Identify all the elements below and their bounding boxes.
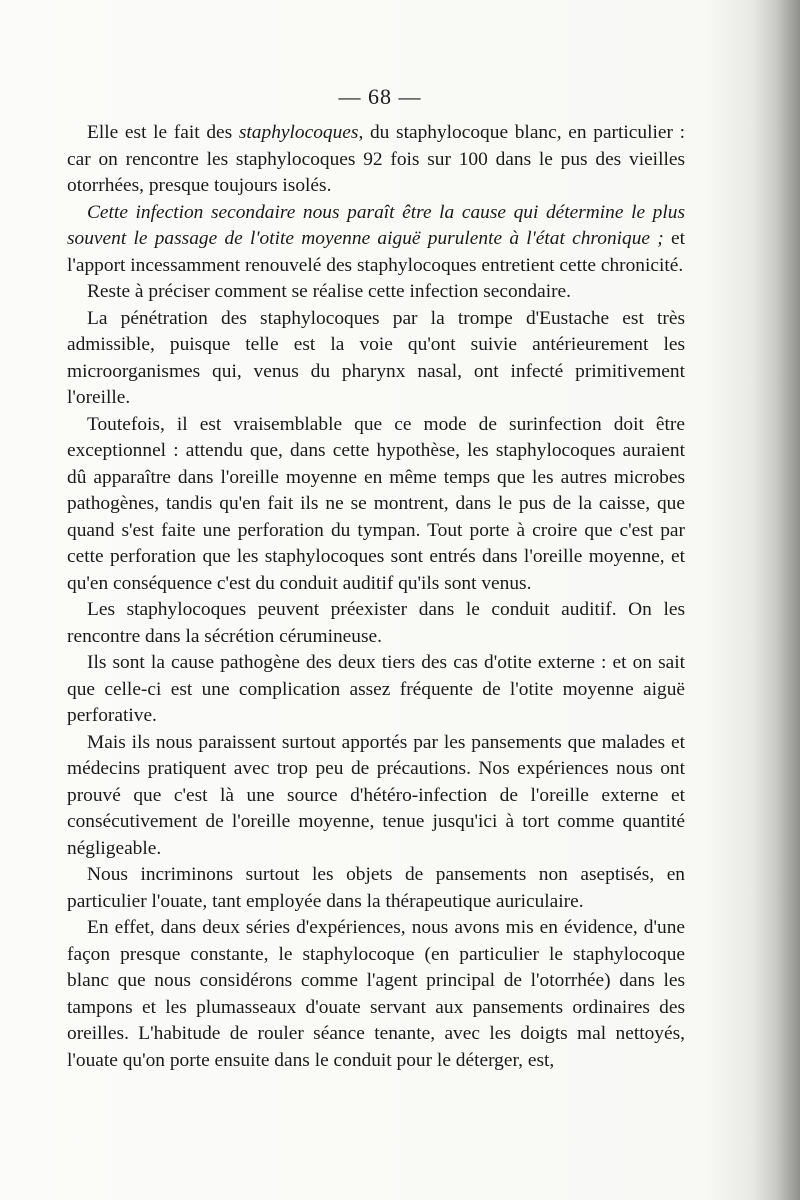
text-segment: Ils sont la cause pathogène des deux tiers des cas d'otite externe : et on sait que celle-ci est une complication assez fréquente de l'otite moyenne aiguë perforative. (67, 652, 685, 726)
text-segment: Reste à préciser comment se réalise cette infection secondaire. (87, 281, 571, 302)
paragraph (67, 650, 685, 730)
italic-text-segment: Cette infection secondaire nous paraît être la cause qui détermine le plus souvent le passage de l'otite moyenne aiguë purulente à l'état chronique ; (67, 201, 685, 249)
text-segment: En effet, dans deux séries d'expériences, nous avons mis en évidence, d'une façon presque constante, le staphylocoque (en particulier le staphylocoque blanc que nous considérons comme l'agent principal de l'otorrhée) dans les tampons et les plumasseaux d'ouate servant aux pansements ordinaires des oreilles. L'habitude de rouler séance tenante, avec les doigts mal nettoyés, l'ouate qu'on porte ensuite dans le conduit pour le déterger, est, (67, 917, 685, 1071)
paragraph (67, 915, 685, 1074)
paragraph (67, 200, 685, 280)
paragraph (67, 597, 685, 650)
paragraph (67, 279, 685, 306)
paragraph (67, 730, 685, 863)
text-segment: Nous incriminons surtout les objets de pansements non aseptisés, en particulier l'ouate, tant employée dans la thérapeutique auriculaire. (67, 864, 685, 912)
text-segment: Les staphylocoques peuvent préexister dans le conduit auditif. On les rencontre dans la sécrétion cérumineuse. (67, 599, 685, 647)
paragraph (67, 412, 685, 598)
text-segment: La pénétration des staphylocoques par la trompe d'Eustache est très admissible, puisque telle est la voie qu'ont suivie antérieurement les microorganismes qui, venus du pharynx nasal, ont infecté primitivement l'oreille. (67, 307, 685, 408)
body-text (67, 120, 685, 1074)
text-segment: Elle est le fait des (87, 122, 239, 143)
text-segment: Toutefois, il est vraisemblable que ce mode de surinfection doit être exceptionnel : attendu que, dans cette hypothèse, les staphylocoques auraient dû apparaître dans l'oreille moyenne en même temps que les autres microbes pathogènes, tandis qu'en fait ils ne se montrent, dans le pus de la caisse, que quand s'est faite une perforation du tympan. Tout porte à croire que c'est par cette perforation que les staphylocoques sont entrés dans l'oreille moyenne, et qu'en conséquence c'est du conduit auditif qu'ils sont venus. (67, 413, 685, 594)
text-segment: et l'apport incessamment renouvelé des staphylocoques entretient cette chronicité. (67, 228, 685, 276)
text-segment: Mais ils nous paraissent surtout apportés par les pansements que malades et médecins pratiquent avec trop peu de précautions. Nos expériences nous ont prouvé que c'est là une source d'hétéro-infection de l'oreille externe et consécutivement de l'oreille moyenne, tenue jusqu'ici à tort comme quantité négligeable. (67, 731, 685, 859)
paragraph (67, 862, 685, 915)
page-number: — 68 — (338, 84, 422, 109)
paragraph (67, 306, 685, 412)
text-segment: , du staphylocoque blanc, en particulier : car on rencontre les staphylocoques 92 fois sur 100 dans le pus des vieilles otorrhées, presque toujours isolés. (67, 122, 685, 196)
paragraph (67, 120, 685, 200)
italic-text-segment: staphylocoques (238, 122, 359, 143)
